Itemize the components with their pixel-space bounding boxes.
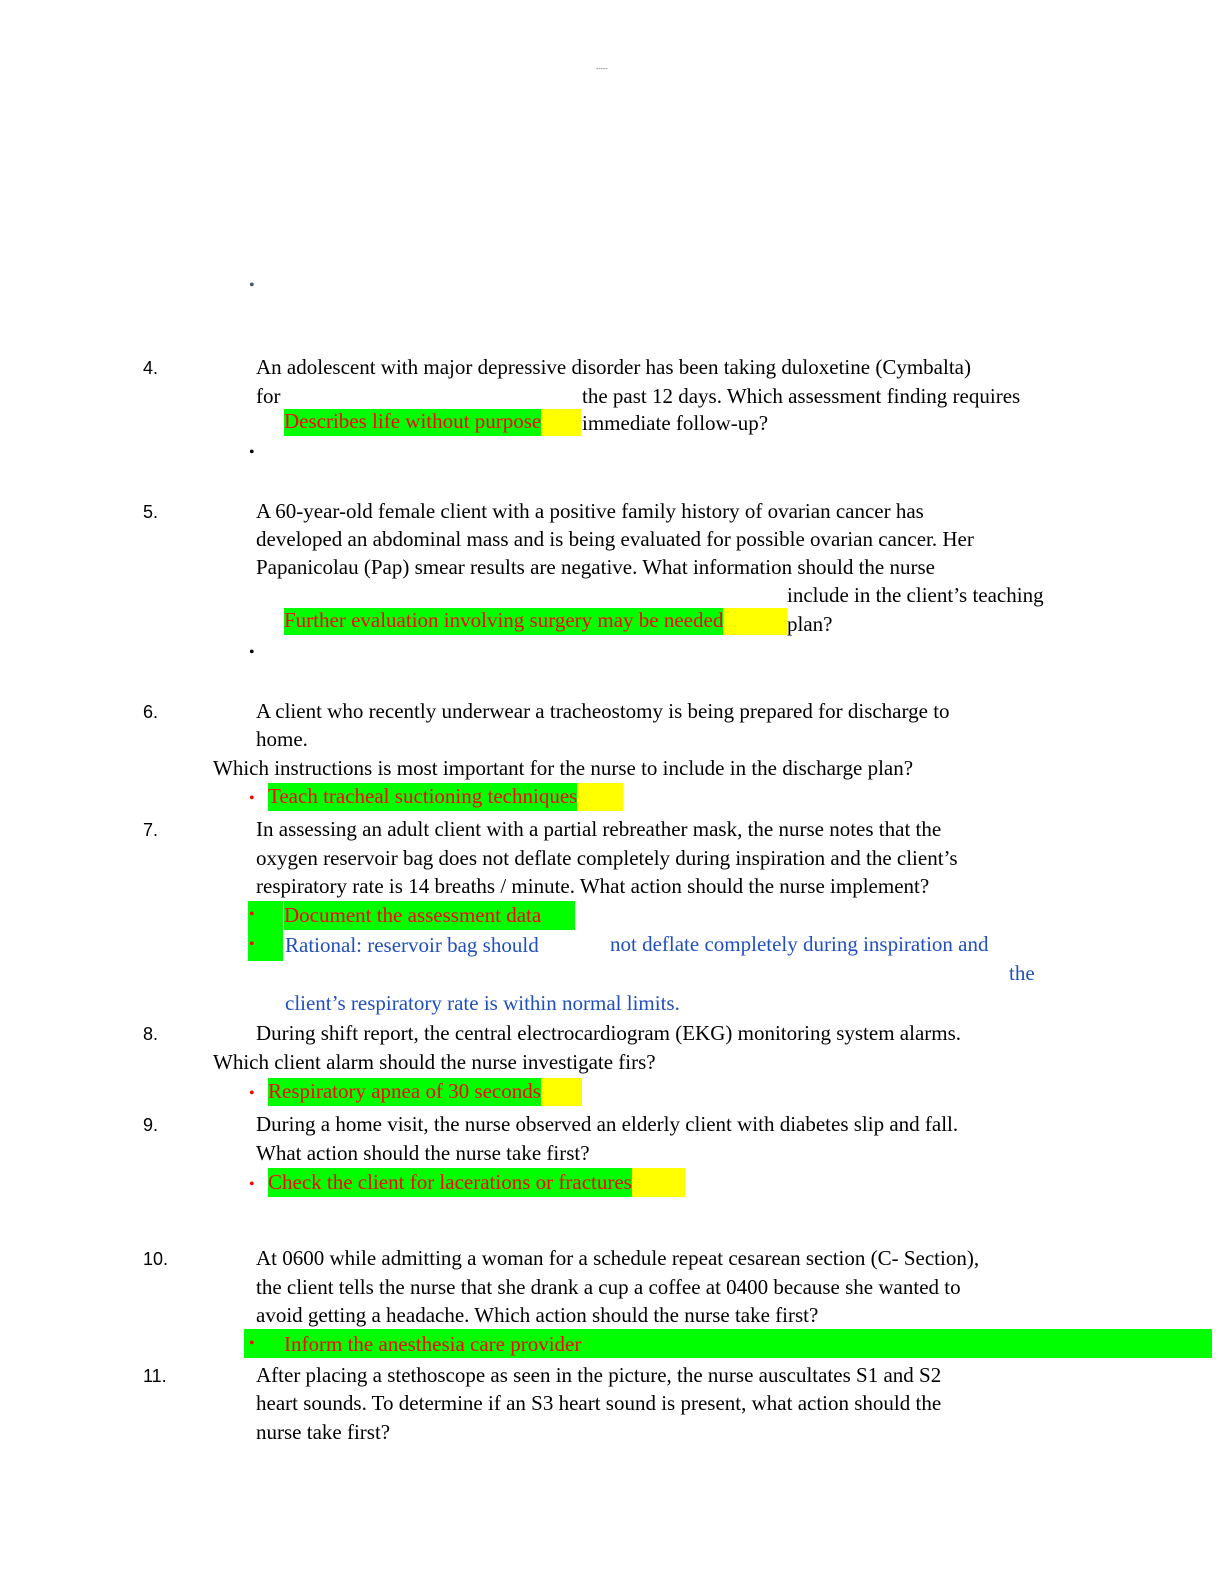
answer-highlight: Check the client for lacerations or fractures: [268, 1168, 632, 1197]
answer-highlight: Describes life without purpose: [284, 409, 541, 436]
question-text-line: avoid getting a headache. Which action should the nurse take first?: [256, 1303, 819, 1327]
question-text-line: During shift report, the central electrocardiogram (EKG) monitoring system alarms.: [256, 1021, 962, 1045]
page-header: -----: [596, 66, 608, 73]
empty-bullet: •: [249, 277, 255, 294]
question-text-line: At 0600 while admitting a woman for a schedule repeat cesarean section (C- Section),: [256, 1246, 980, 1270]
answer-bullet: •: [249, 906, 255, 923]
empty-bullet: •: [249, 644, 255, 661]
answer-bullet: •: [249, 1085, 255, 1102]
question-number: 11.: [143, 1366, 167, 1386]
rationale-bullet: •: [249, 936, 255, 953]
question-number: 10.: [143, 1249, 169, 1269]
question-text-line: respiratory rate is 14 breaths / minute. What action should the nurse implement?: [256, 874, 930, 898]
answer-text: Inform the anesthesia care provider: [284, 1332, 582, 1356]
question-text-line: for: [256, 384, 281, 408]
empty-bullet: •: [249, 444, 255, 461]
question-text-line: A 60-year-old female client with a positive family history of ovarian cancer has: [256, 499, 924, 523]
question-text-line: During a home visit, the nurse observed an elderly client with diabetes slip and fall.: [256, 1112, 959, 1136]
question-text-line: A client who recently underwear a tracheostomy is being prepared for discharge to: [256, 699, 950, 723]
rationale-text: the: [1009, 961, 1035, 985]
question-number: 6.: [143, 702, 159, 722]
question-text-line: heart sounds. To determine if an S3 heart sound is present, what action should the: [256, 1391, 942, 1415]
question-text-line: the past 12 days. Which assessment finding requires: [582, 384, 1021, 408]
answer-bullet: •: [249, 1176, 255, 1193]
answer-highlight: Document the assessment data: [284, 901, 575, 930]
answer-bullet: •: [249, 790, 255, 807]
question-text-line: In assessing an adult client with a partial rebreather mask, the nurse notes that the: [256, 817, 942, 841]
question-text-line: the client tells the nurse that she drank a cup a coffee at 0400 because she wanted to: [256, 1275, 961, 1299]
question-text-line: plan?: [787, 612, 833, 636]
answer-highlight: Respiratory apnea of 30 seconds: [268, 1078, 541, 1106]
answer-highlight: Further evaluation involving surgery may be needed: [284, 608, 723, 635]
question-text-line: Which client alarm should the nurse investigate firs?: [213, 1050, 656, 1074]
question-number: 8.: [143, 1024, 159, 1044]
question-number: 4.: [143, 358, 159, 378]
question-text-line: include in the client’s teaching: [787, 583, 1044, 607]
answer-bullet: •: [249, 1335, 255, 1352]
question-text-line: home.: [256, 727, 308, 751]
question-text-line: developed an abdominal mass and is being evaluated for possible ovarian cancer. Her: [256, 527, 974, 551]
question-text-line: oxygen reservoir bag does not deflate completely during inspiration and the client’s: [256, 846, 958, 870]
rationale-text: Rational: reservoir bag should: [285, 933, 539, 957]
question-text-line: What action should the nurse take first?: [256, 1141, 590, 1165]
rationale-text: not deflate completely during inspiration and: [610, 932, 989, 956]
question-text-line: An adolescent with major depressive disorder has been taking duloxetine (Cymbalta): [256, 355, 971, 379]
question-text-line: Which instructions is most important for the nurse to include in the discharge plan?: [213, 756, 914, 780]
question-text-line: nurse take first?: [256, 1420, 391, 1444]
question-text-line: Papanicolau (Pap) smear results are negative. What information should the nurse: [256, 555, 935, 579]
answer-highlight: Teach tracheal suctioning techniques: [268, 783, 577, 811]
question-number: 7.: [143, 820, 159, 840]
question-number: 9.: [143, 1115, 159, 1135]
rationale-text: client’s respiratory rate is within normal limits.: [285, 991, 680, 1015]
question-text-line: After placing a stethoscope as seen in the picture, the nurse auscultates S1 and S2: [256, 1363, 942, 1387]
question-text-line: immediate follow-up?: [582, 411, 769, 435]
question-number: 5.: [143, 502, 159, 522]
